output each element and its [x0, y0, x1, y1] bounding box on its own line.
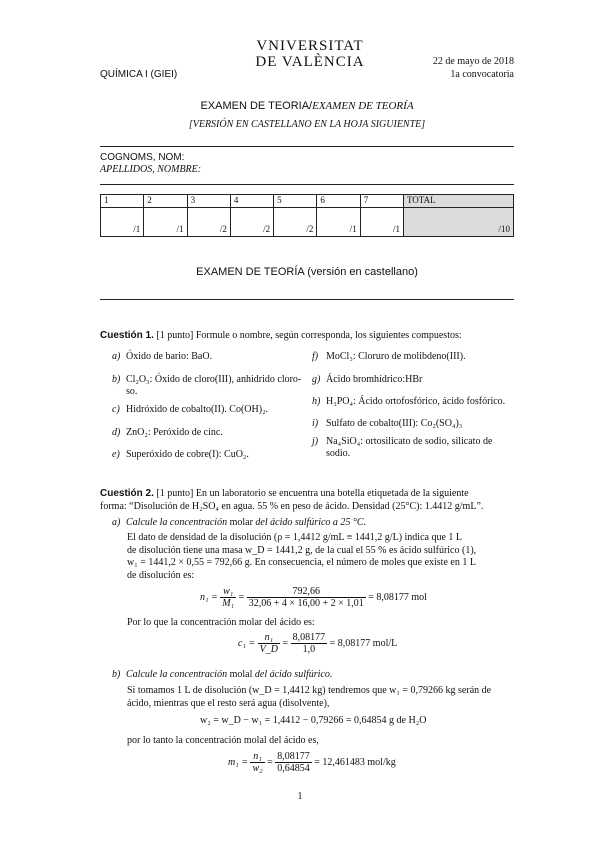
section-title: EXAMEN DE TEORÍA (versión en castellano) — [196, 266, 418, 278]
grade-header: 3 — [187, 195, 230, 208]
page-title — [100, 100, 514, 112]
list-item: g) Ácido bromhídrico:HBr — [312, 374, 423, 385]
page-number: 1 — [297, 791, 303, 802]
question-points: [1 punto] — [156, 330, 194, 341]
title-catalan: EXAMEN DE TEORIA/ — [200, 100, 313, 112]
question-points: [1 punto] — [156, 488, 194, 499]
question-2-statement — [100, 488, 515, 513]
list-item: f) MoCl₃: Cloruro de molibdeno(III). — [312, 351, 466, 362]
list-item: sodio. — [326, 448, 351, 459]
question-1-statement — [100, 330, 515, 341]
exam-date: 22 de mayo de 2018 — [432, 56, 514, 67]
list-item: b) Cl₂O₃: Óxido de cloro(III), anhidrido cloro- — [112, 374, 302, 385]
question-text: En un laboratorio se encuentra una botella etiquetada de la siguiente — [195, 488, 469, 499]
list-item: d) ZnO₂: Peróxido de cinc. — [112, 427, 223, 438]
subquestion-a: a) Calcule la concentración molar del ácido sulfúrico a 25 °C. — [112, 517, 367, 528]
list-item: j) Na₄SiO₄: ortosilicato de sodio, silicato de — [312, 436, 493, 447]
grade-header: 7 — [360, 195, 403, 208]
equation-moles: n₁ = $\frac{\text{w₁}}{\text{M₁}}$ = $\frac{792,66}{32,06 + 4 \times 16,00 + 2 \times 1,01}$ = 8,08177 mol — [200, 586, 427, 609]
divider — [100, 184, 514, 185]
list-item: e) Superóxido de cobre(I): CuO₂. — [112, 449, 249, 460]
list-item: so. — [126, 386, 138, 397]
grade-header: 2 — [144, 195, 187, 208]
grade-header: 1 — [101, 195, 144, 208]
answer-a-text: Por lo que la concentración molar del ácido es: — [127, 617, 315, 628]
name-label-ca: COGNOMS, NOM: — [100, 152, 185, 163]
grade-header: 5 — [274, 195, 317, 208]
list-item: c) Hidróxido de cobalto(II). Co(OH)₂. — [112, 404, 269, 415]
grade-cell[interactable]: /2 — [274, 208, 317, 237]
subquestion-b: b) Calcule la concentración molal del ácido sulfúrico. — [112, 669, 333, 680]
list-item: h) H₃PO₄: Ácido ortofosfórico, ácido fosfórico. — [312, 396, 506, 407]
question-text: forma: “Disolución de H₂SO₄ en agua. 55 % en peso de ácido. Densidad (25°C): 1.4412 g/mL”. — [100, 500, 484, 512]
list-item: i) Sulfato de cobalto(III): Co₂(SO₄)₃ — [312, 418, 463, 429]
name-label-es: APELLIDOS, NOMBRE: — [100, 164, 202, 175]
grade-cell-total[interactable]: /10 — [403, 208, 513, 237]
divider — [100, 146, 514, 147]
divider — [100, 299, 514, 300]
grade-table — [100, 194, 514, 237]
equation-molality: m₁ = $\frac{\text{n₁}}{\text{w₂}}$ = $\frac{8,08177}{0,64854}$ = 12,461483 mol/kg — [228, 751, 396, 774]
list-item: a) Óxido de bario: BaO. — [112, 351, 213, 362]
university-name-line2: DE VALÈNCIA — [255, 54, 365, 70]
question-text: Formule o nombre, según corresponda, los siguientes compuestos: — [195, 330, 462, 341]
grade-cell[interactable]: /1 — [101, 208, 144, 237]
answer-b-paragraph: Si tomamos 1 L de disolución (w_D = 1,4412 kg) tendremos que w₁ = 0,79266 kg serán de ácido, mientras que el resto será agua (disolvente), — [127, 685, 492, 709]
university-logo — [255, 38, 365, 70]
exam-call: 1a convocatoria — [450, 69, 514, 80]
grade-cell[interactable]: /1 — [144, 208, 187, 237]
answer-b-text: por lo tanto la concentración molal del ácido es, — [127, 735, 319, 746]
course-name: QUÍMICA I (GIEI) — [100, 69, 178, 80]
equation-molarity: c₁ = $\frac{\text{n₁}}{V\_D}$ = $\frac{8,08177}{1,0}$ = 8,08177 mol/L — [238, 632, 398, 655]
grade-cell[interactable]: /1 — [360, 208, 403, 237]
title-note: [VERSIÓN EN CASTELLANO EN LA HOJA SIGUIENTE] — [188, 119, 426, 130]
grade-header: 4 — [230, 195, 273, 208]
answer-a-paragraph: El dato de densidad de la disolución (ρ = 1,4412 g/mL ≡ 1441,2 g/L) indica que 1 L de disolución tiene una masa w_D = 1441,2 g, de la cual el 55 % es ácido sulfúrico (1), w₁ = 1441,2 × 0,55 = 792,66 g. En consecuencia, el número de moles que existe en 1 L de disolución es: — [127, 532, 477, 581]
grade-cell[interactable]: /1 — [317, 208, 360, 237]
grade-cell[interactable]: /2 — [187, 208, 230, 237]
question-label: Cuestión 2. — [100, 488, 154, 499]
grade-cell[interactable]: /2 — [230, 208, 273, 237]
question-label: Cuestión 1. — [100, 330, 154, 341]
grade-header: 6 — [317, 195, 360, 208]
grade-header-total: TOTAL — [403, 195, 513, 208]
title-spanish: EXAMEN DE TEORÍA — [312, 100, 414, 112]
equation-solvent-mass: w₂ = w_D − w₁ = 1,4412 − 0,79266 = 0,64854 g de H₂O — [200, 715, 427, 726]
university-name-line1: VNIVERSITAT — [256, 38, 364, 54]
